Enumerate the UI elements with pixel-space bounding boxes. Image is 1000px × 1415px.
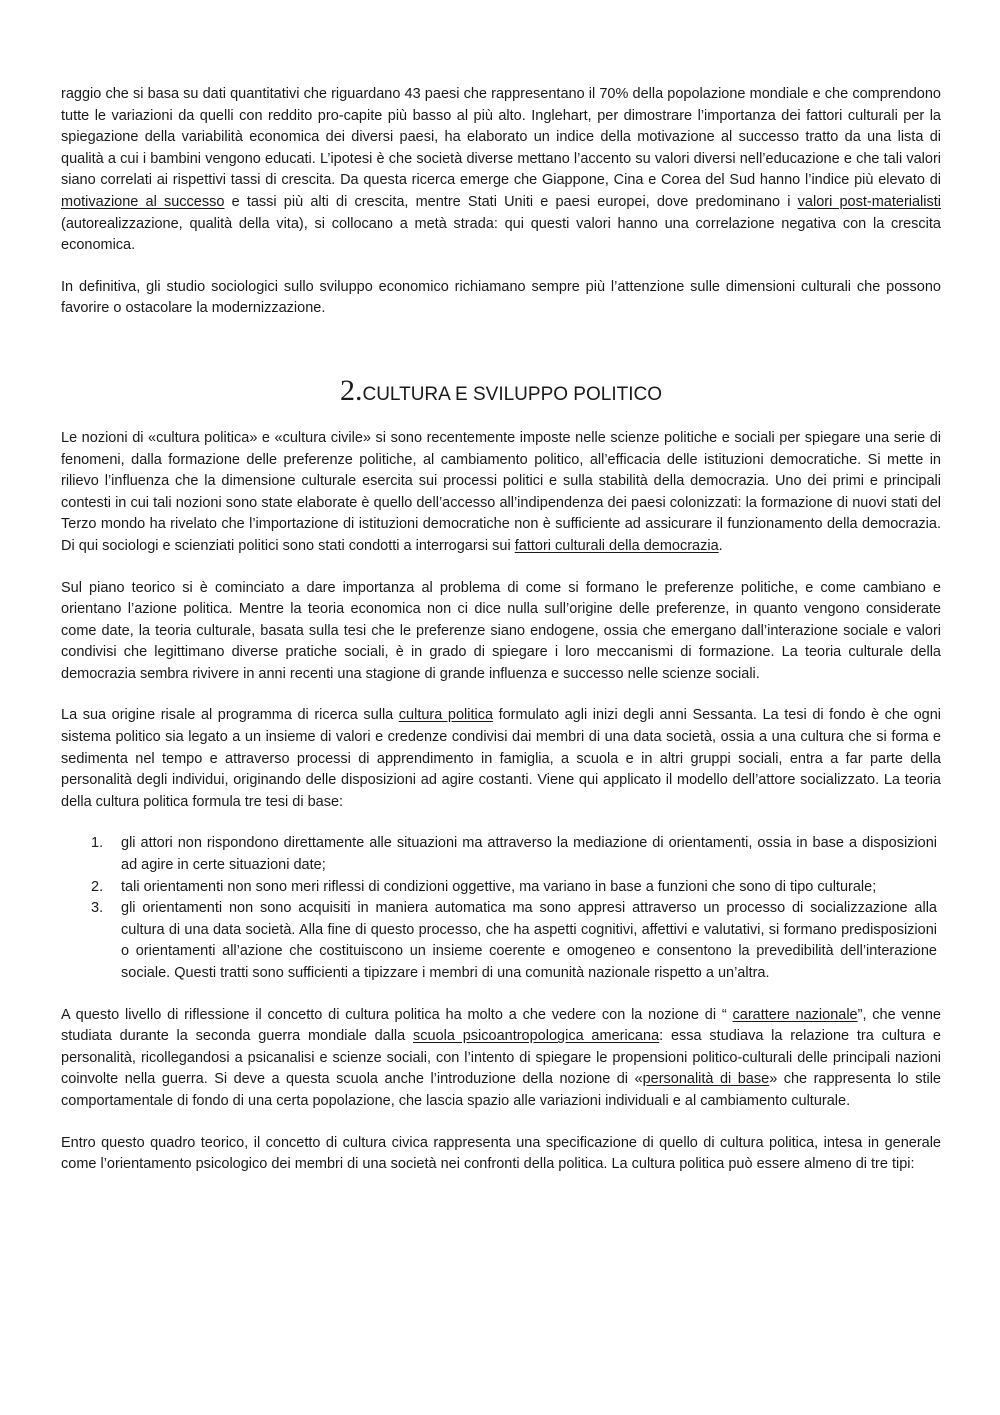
text-run: A questo livello di riflessione il concetto di cultura politica ha molto a che vedere con la nozione di “ [61, 1006, 733, 1023]
document-page [61, 84, 941, 1176]
link-valori-post-materialisti[interactable]: valori post-materialisti [797, 193, 941, 210]
link-fattori-culturali-democrazia[interactable]: fattori culturali della democrazia [514, 537, 719, 554]
section-title: CULTURA E SVILUPPO POLITICO [362, 383, 662, 405]
list-number: 3. [91, 900, 104, 917]
link-carattere-nazionale[interactable]: carattere nazionale [732, 1006, 858, 1023]
link-cultura-politica[interactable]: cultura politica [398, 707, 494, 724]
link-personalita-di-base[interactable]: personalità di base [642, 1071, 770, 1088]
paragraph-cultura-politica-civile [61, 428, 941, 558]
text-run: raggio che si basa su dati quantitativi che riguardano 43 paesi che rappresentano il 70% della popolazione mondiale e che comprendono tutte le variazioni da quelli con reddito pro-capite più basso al più alto. Inglehart, per dimostrare l’importanza dei fattori culturali per la spiegazione della variabilità economica dei diversi paesi, ha elaborato un indice della motivazione al successo tratto da una lista di qualità a cui i bambini vengono educati. L’ipotesi è che società diverse mettano l’accento su valori diversi nell’educazione e che tali valori siano correlati ai rispettivi tassi di crescita. Da questa ricerca emerge che Giappone, Cina e Corea del Sud hanno l’indice più elevato di [61, 86, 941, 189]
section-number: 2. [339, 373, 363, 407]
paragraph-cultura-civica: Entro questo quadro teorico, il concetto di cultura civica rappresenta una specificazione di quello di cultura politica, intesa in generale come l’orientamento psicologico dei membri di una società nei confronti della politica. La cultura politica può essere almeno di tre tipi: [61, 1134, 941, 1173]
numbered-list [61, 833, 941, 984]
list-text: gli attori non rispondono direttamente alle situazioni ma attraverso la mediazione di orientamenti, ossia in base a disposizioni ad agire in certe situazioni date; [121, 835, 937, 874]
text-run: formulato agli inizi degli anni Sessanta. La tesi di fondo è che ogni sistema politico sia legato a un insieme di valori e credenze condivisi dai membri di una data società, ossia a una cultura che si forma e sedimenta nel tempo e attraverso processi di apprendimento in famiglia, a scuola e in altri gruppi sociali, entra a far parte della personalità degli individui, originando delle disposizioni ad agire costanti. Viene qui applicato il modello dell’attore socializzato. La teoria della cultura politica formula tre tesi di base: [61, 707, 942, 810]
link-motivazione-al-successo[interactable]: motivazione al successo [61, 193, 225, 210]
text-run: e tassi più alti di crescita, mentre Stati Uniti e paesi europei, dove predominano i [224, 193, 798, 210]
text-run: (autorealizzazione, qualità della vita), si collocano a metà strada: qui questi valori hanno una correlazione negativa con la crescita economica. [61, 215, 941, 254]
link-scuola-psicoantropologica[interactable]: scuola psicoantropologica americana [413, 1028, 660, 1045]
text-run: » che rappresenta lo stile comportamentale di fondo di una certa popolazione, che lascia spazio alle variazioni individuali e al cambiamento culturale. [61, 1071, 941, 1109]
text-run: La sua origine risale al programma di ricerca sulla [61, 707, 399, 724]
list-number: 2. [91, 878, 104, 895]
paragraph-in-definitiva: In definitiva, gli studio sociologici sullo sviluppo economico richiamano sempre più l’attenzione sulle dimensioni culturali che possono favorire o ostacolare la modernizzazione. [61, 278, 941, 317]
list-text: gli orientamenti non sono acquisiti in maniera automatica ma sono appresi attraverso un processo di socializzazione alla cultura di una data società. Alla fine di questo processo, che ha aspetti cognitivi, affettivi e valutativi, si formano predisposizioni o orientamenti all’azione che costituiscono un insieme coerente e omogeneo e consentono la prevedibilità dell’interazione sociale. Questi tratti sono sufficienti a tipizzare i membri di una comunità nazionale rispetto a un’altra. [121, 900, 937, 981]
paragraph-origine [61, 705, 941, 813]
list-text: tali orientamenti non sono meri riflessi di condizioni oggettive, ma variano in base a funzioni che sono di tipo culturale; [121, 878, 877, 895]
list-item [61, 833, 941, 876]
text-run: Le nozioni di «cultura politica» e «cultura civile» si sono recentemente imposte nelle scienze politiche e sociali per spiegare una serie di fenomeni, dalla formazione delle preferenze politiche, al cambiamento politico, all’efficacia delle istituzioni democratiche. Si mette in rilievo l’influenza che la dimensione culturale esercita sui processi politici e sulla stabilità della democrazia. Uno dei primi e principali contesti in cui tali nozioni sono state elaborate è quello dell’accesso all’indipendenza dei paesi colonizzati: la formazione di nuovi stati del Terzo mondo ha rivelato che l’importazione di istituzioni democratiche non è sufficiente ad assicurare il funzionamento della democrazia. Di qui sociologi e scienziati politici sono stati condotti a interrogarsi sui [61, 429, 941, 554]
paragraph-inglehart [61, 84, 941, 257]
list-item [61, 877, 941, 899]
text-run: . [718, 537, 723, 554]
text-run: : essa studiava la relazione tra cultura e personalità, ricollegandosi a psicanalisi e scienze sociali, con l’intento di spiegare le propensioni politico-culturali delle principali nazioni coinvolte nella guerra. Si deve a questa scuola anche l’introduzione della nozione di « [61, 1028, 941, 1088]
paragraph-piano-teorico: Sul piano teorico si è cominciato a dare importanza al problema di come si formano le preferenze politiche, e come cambiano e orientano l’azione politica. Mentre la teoria economica non ci dice nulla sull’origine delle preferenze, in quanto vengono considerate come date, la teoria culturale, basata sulla tesi che le preferenze siano endogene, ossia che emergano dall’interazione sociale e valori condivisi che legittimano diverse pratiche sociali, è in grado di spiegare i loro meccanismi di formazione. La teoria culturale della democrazia sembra rivivere in anni recenti una stagione di grande influenza e successo nelle scienze sociali. [61, 579, 941, 682]
paragraph-carattere-nazionale [61, 1005, 941, 1113]
list-number: 1. [91, 835, 104, 852]
section-heading [61, 374, 941, 412]
list-item [61, 898, 941, 984]
text-run: ”, che venne studiata durante la seconda guerra mondiale dalla [61, 1006, 941, 1045]
